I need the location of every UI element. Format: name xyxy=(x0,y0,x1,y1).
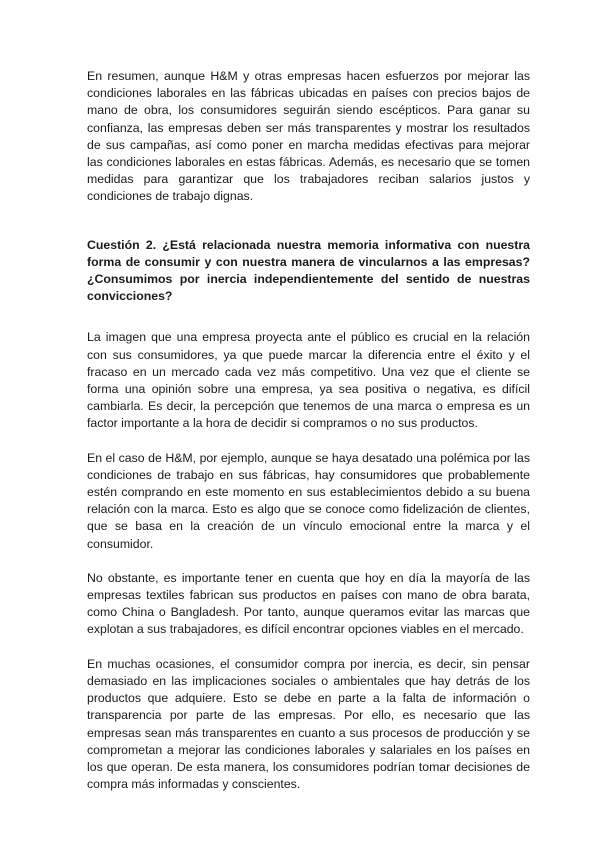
body-paragraph-3: No obstante, es importante tener en cuenta que hoy en día la mayoría de las empresas textiles fabrican sus productos en países con mano de obra barata, como China o Bangladesh. Por tanto, aunque queramos evitar las marcas que explotan a sus trabajadores, es difícil encontrar opciones viables en el mercado. xyxy=(87,570,530,637)
question-heading: Cuestión 2. ¿Está relacionada nuestra memoria informativa con nuestra forma de consumir y con nuestra manera de vincularnos a las empresas? ¿Consumimos por inercia independientemente del sentido de nuestras convicciones? xyxy=(87,237,530,304)
body-paragraph-2: En el caso de H&M, por ejemplo, aunque se haya desatado una polémica por las condiciones de trabajo en sus fábricas, hay consumidores que probablemente estén comprando en este momento en sus establecimientos debido a su buena relación con la marca. Esto es algo que se conoce como fidelización de clientes, que se basa en la creación de un vínculo emocional entre la marca y el consumidor. xyxy=(87,450,530,551)
body-paragraph-4: En muchas ocasiones, el consumidor compra por inercia, es decir, sin pensar demasiado en las implicaciones sociales o ambientales que hay detrás de los productos que adquiere. Esto se debe en parte a la falta de información o transparencia por parte de las empresas. Por ello, es necesario que las empresas sean más transparentes en cuanto a sus procesos de producción y se comprometan a mejorar las condiciones laborales y salariales en los países en los que operan. De esta manera, los consumidores podrían tomar decisiones de compra más informadas y conscientes. xyxy=(87,656,530,792)
body-paragraph-1: La imagen que una empresa proyecta ante el público es crucial en la relación con sus consumidores, ya que puede marcar la diferencia entre el éxito y el fracaso en un mercado cada vez más competitivo. Una vez que el cliente se forma una opinión sobre una empresa, ya sea positiva o negativa, es difícil cambiarla. Es decir, la percepción que tenemos de una marca o empresa es un factor importante a la hora de decidir si compramos o no sus productos. xyxy=(87,330,530,431)
summary-paragraph: En resumen, aunque H&M y otras empresas hacen esfuerzos por mejorar las condiciones laborales en las fábricas ubicadas en países con precios bajos de mano de obra, los consumidores seguirán siendo escépticos. Para ganar su confianza, las empresas deben ser más transparentes y mostrar los resultados de sus campañas, así como poner en marcha medidas efectivas para mejorar las condiciones laborales en estas fábricas. Además, es necesario que se tomen medidas para garantizar que los trabajadores reciban salarios justos y condiciones de trabajo dignas. xyxy=(87,69,530,204)
document-body xyxy=(87,68,530,810)
